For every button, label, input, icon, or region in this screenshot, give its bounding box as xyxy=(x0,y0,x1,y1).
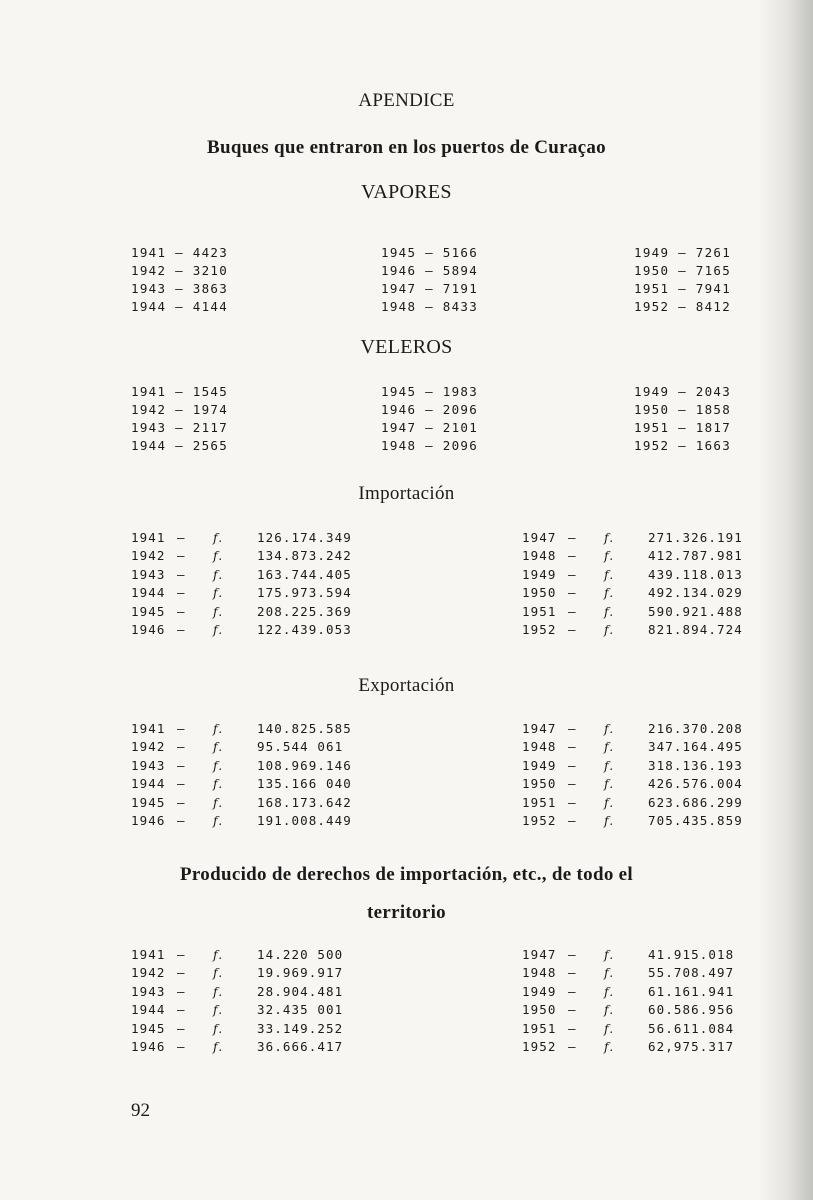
florin-sign: f. xyxy=(213,530,224,545)
dash-cell: — xyxy=(177,983,186,999)
list-item: 1943 — 2117 xyxy=(131,420,229,435)
list-item: 1946 — 5894 xyxy=(381,263,479,278)
year-cell: 1951 xyxy=(522,1020,557,1036)
year-cell: 1950 xyxy=(522,585,557,601)
amount-cell: 175.973.594 xyxy=(257,585,352,601)
florin-sign: f. xyxy=(213,621,224,637)
year-cell: 1949 xyxy=(522,757,557,773)
florin-sign: f. xyxy=(604,530,615,545)
amount-cell: 19.969.917 xyxy=(257,965,344,981)
amount-cell: 33.149.252 xyxy=(257,1020,344,1036)
amount-cell: 590.921.488 xyxy=(648,603,743,619)
amount-cell: 41.915.018 xyxy=(648,947,735,962)
year-cell: 1945 xyxy=(131,794,166,810)
year-cell: 1952 xyxy=(522,812,557,828)
veleros-col-2 xyxy=(381,383,478,455)
dash-cell: — xyxy=(177,794,186,810)
amount-cell: 28.904.481 xyxy=(257,983,344,999)
importacion-heading: Importación xyxy=(358,483,455,504)
amount-cell: 95.544 061 xyxy=(257,739,344,755)
amount-cell: 623.686.299 xyxy=(648,794,743,810)
florin-sign: f. xyxy=(604,794,615,810)
amount-cell: 271.326.191 xyxy=(648,530,743,545)
amount-cell: 216.370.208 xyxy=(648,721,743,736)
vapores-col-2 xyxy=(381,244,478,316)
dash-cell: — xyxy=(568,983,577,999)
florin-sign: f. xyxy=(604,585,615,601)
florin-sign: f. xyxy=(213,776,224,792)
list-item: 1944 — 2565 xyxy=(131,438,229,453)
list-item: 1941 — 1545 xyxy=(131,384,229,399)
year-cell: 1949 xyxy=(522,566,557,582)
year-cell: 1952 xyxy=(522,1038,557,1054)
florin-sign: f. xyxy=(604,721,615,736)
florin-sign: f. xyxy=(213,983,224,999)
florin-sign: f. xyxy=(213,548,224,564)
list-item: 1945 — 1983 xyxy=(381,384,479,399)
list-item: 1950 — 1858 xyxy=(634,402,732,417)
dash-cell: — xyxy=(568,603,577,619)
veleros-col-1 xyxy=(131,383,228,455)
dash-cell: — xyxy=(177,1002,186,1018)
florin-sign: f. xyxy=(213,947,224,962)
vapores-heading: VAPORES xyxy=(361,181,452,203)
amount-cell: 412.787.981 xyxy=(648,548,743,564)
list-item: 1951 — 7941 xyxy=(634,281,732,296)
dash-cell: — xyxy=(177,812,186,828)
florin-sign: f. xyxy=(213,566,224,582)
page-number: 92 xyxy=(131,1100,150,1121)
year-cell: 1950 xyxy=(522,1002,557,1018)
list-item: 1949 — 7261 xyxy=(634,245,732,260)
year-cell: 1946 xyxy=(131,621,166,637)
florin-sign: f. xyxy=(213,739,224,755)
list-item: 1941 — 4423 xyxy=(131,245,229,260)
amount-cell: 108.969.146 xyxy=(257,757,352,773)
list-item: 1942 — 1974 xyxy=(131,402,229,417)
florin-sign: f. xyxy=(213,585,224,601)
florin-sign: f. xyxy=(604,757,615,773)
list-item: 1952 — 8412 xyxy=(634,299,732,314)
year-cell: 1948 xyxy=(522,739,557,755)
florin-sign: f. xyxy=(604,603,615,619)
dash-cell: — xyxy=(177,1020,186,1036)
list-item: 1948 — 2096 xyxy=(381,438,479,453)
year-cell: 1942 xyxy=(131,965,166,981)
list-item: 1952 — 1663 xyxy=(634,438,732,453)
florin-sign: f. xyxy=(604,965,615,981)
florin-sign: f. xyxy=(213,794,224,810)
list-item: 1947 — 2101 xyxy=(381,420,479,435)
list-item: 1950 — 7165 xyxy=(634,263,732,278)
list-item: 1944 — 4144 xyxy=(131,299,229,314)
year-cell: 1942 xyxy=(131,739,166,755)
amount-cell: 122.439.053 xyxy=(257,621,352,637)
page-subtitle: Buques que entraron en los puertos de Curaçao xyxy=(207,137,606,158)
year-cell: 1948 xyxy=(522,965,557,981)
florin-sign: f. xyxy=(213,965,224,981)
page-title: APENDICE xyxy=(358,90,455,111)
dash-cell: — xyxy=(568,757,577,773)
year-cell: 1943 xyxy=(131,566,166,582)
dash-cell: — xyxy=(568,812,577,828)
list-item: 1951 — 1817 xyxy=(634,420,732,435)
dash-cell: — xyxy=(568,1038,577,1054)
year-cell: 1946 xyxy=(131,812,166,828)
list-item: 1946 — 2096 xyxy=(381,402,479,417)
year-cell: 1945 xyxy=(131,603,166,619)
florin-sign: f. xyxy=(213,812,224,828)
amount-cell: 14.220 500 xyxy=(257,947,344,962)
list-item: 1942 — 3210 xyxy=(131,263,229,278)
amount-cell: 61.161.941 xyxy=(648,983,735,999)
list-item: 1948 — 8433 xyxy=(381,299,479,314)
amount-cell: 62,975.317 xyxy=(648,1038,735,1054)
vapores-col-1 xyxy=(131,244,228,316)
amount-cell: 821.894.724 xyxy=(648,621,743,637)
dash-cell: — xyxy=(568,621,577,637)
page-edge-shadow xyxy=(758,0,813,1200)
year-cell: 1952 xyxy=(522,621,557,637)
year-cell: 1941 xyxy=(131,947,166,962)
amount-cell: 60.586.956 xyxy=(648,1002,735,1018)
list-item: 1943 — 3863 xyxy=(131,281,229,296)
amount-cell: 191.008.449 xyxy=(257,812,352,828)
amount-cell: 134.873.242 xyxy=(257,548,352,564)
producido-heading-line1: Producido de derechos de importación, etc., de todo el xyxy=(180,864,633,885)
amount-cell: 36.666.417 xyxy=(257,1038,344,1054)
year-cell: 1943 xyxy=(131,757,166,773)
producido-heading-line2: territorio xyxy=(367,902,446,923)
year-cell: 1948 xyxy=(522,548,557,564)
florin-sign: f. xyxy=(604,1020,615,1036)
amount-cell: 126.174.349 xyxy=(257,530,352,545)
florin-sign: f. xyxy=(604,983,615,999)
dash-cell: — xyxy=(568,947,577,962)
florin-sign: f. xyxy=(213,1038,224,1054)
amount-cell: 32.435 001 xyxy=(257,1002,344,1018)
year-cell: 1942 xyxy=(131,548,166,564)
year-cell: 1944 xyxy=(131,585,166,601)
florin-sign: f. xyxy=(604,1002,615,1018)
list-item: 1949 — 2043 xyxy=(634,384,732,399)
year-cell: 1944 xyxy=(131,1002,166,1018)
year-cell: 1947 xyxy=(522,947,557,962)
dash-cell: — xyxy=(177,776,186,792)
dash-cell: — xyxy=(177,965,186,981)
dash-cell: — xyxy=(177,721,186,736)
dash-cell: — xyxy=(568,566,577,582)
dash-cell: — xyxy=(177,947,186,962)
year-cell: 1944 xyxy=(131,776,166,792)
amount-cell: 135.166 040 xyxy=(257,776,352,792)
dash-cell: — xyxy=(568,965,577,981)
amount-cell: 705.435.859 xyxy=(648,812,743,828)
amount-cell: 163.744.405 xyxy=(257,566,352,582)
list-item: 1947 — 7191 xyxy=(381,281,479,296)
dash-cell: — xyxy=(568,794,577,810)
amount-cell: 318.136.193 xyxy=(648,757,743,773)
year-cell: 1945 xyxy=(131,1020,166,1036)
florin-sign: f. xyxy=(213,1020,224,1036)
amount-cell: 168.173.642 xyxy=(257,794,352,810)
florin-sign: f. xyxy=(213,721,224,736)
dash-cell: — xyxy=(568,776,577,792)
amount-cell: 56.611.084 xyxy=(648,1020,735,1036)
dash-cell: — xyxy=(568,530,577,545)
dash-cell: — xyxy=(177,739,186,755)
year-cell: 1941 xyxy=(131,530,166,545)
dash-cell: — xyxy=(177,1038,186,1054)
veleros-heading: VELEROS xyxy=(360,336,453,358)
florin-sign: f. xyxy=(604,548,615,564)
year-cell: 1951 xyxy=(522,603,557,619)
dash-cell: — xyxy=(177,548,186,564)
dash-cell: — xyxy=(177,566,186,582)
dash-cell: — xyxy=(177,603,186,619)
dash-cell: — xyxy=(568,548,577,564)
exportacion-heading: Exportación xyxy=(358,675,455,696)
florin-sign: f. xyxy=(604,812,615,828)
dash-cell: — xyxy=(177,585,186,601)
year-cell: 1947 xyxy=(522,721,557,736)
florin-sign: f. xyxy=(213,603,224,619)
list-item: 1945 — 5166 xyxy=(381,245,479,260)
dash-cell: — xyxy=(568,739,577,755)
florin-sign: f. xyxy=(604,947,615,962)
vapores-col-3 xyxy=(634,244,731,316)
dash-cell: — xyxy=(177,757,186,773)
florin-sign: f. xyxy=(604,621,615,637)
florin-sign: f. xyxy=(604,1038,615,1054)
dash-cell: — xyxy=(568,721,577,736)
florin-sign: f. xyxy=(604,739,615,755)
dash-cell: — xyxy=(568,585,577,601)
year-cell: 1951 xyxy=(522,794,557,810)
dash-cell: — xyxy=(568,1002,577,1018)
year-cell: 1943 xyxy=(131,983,166,999)
year-cell: 1947 xyxy=(522,530,557,545)
florin-sign: f. xyxy=(604,776,615,792)
amount-cell: 55.708.497 xyxy=(648,965,735,981)
florin-sign: f. xyxy=(604,566,615,582)
dash-cell: — xyxy=(177,621,186,637)
florin-sign: f. xyxy=(213,757,224,773)
amount-cell: 140.825.585 xyxy=(257,721,352,736)
florin-sign: f. xyxy=(213,1002,224,1018)
amount-cell: 439.118.013 xyxy=(648,566,743,582)
dash-cell: — xyxy=(568,1020,577,1036)
year-cell: 1941 xyxy=(131,721,166,736)
year-cell: 1946 xyxy=(131,1038,166,1054)
amount-cell: 426.576.004 xyxy=(648,776,743,792)
year-cell: 1950 xyxy=(522,776,557,792)
dash-cell: — xyxy=(177,530,186,545)
year-cell: 1949 xyxy=(522,983,557,999)
amount-cell: 208.225.369 xyxy=(257,603,352,619)
veleros-col-3 xyxy=(634,383,731,455)
amount-cell: 347.164.495 xyxy=(648,739,743,755)
amount-cell: 492.134.029 xyxy=(648,585,743,601)
